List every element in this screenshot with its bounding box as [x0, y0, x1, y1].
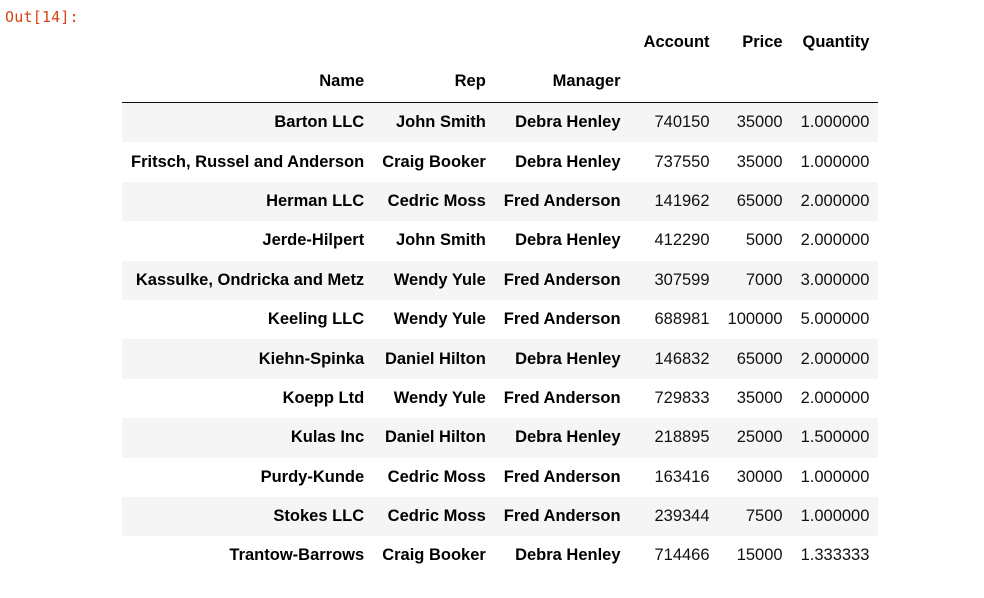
cell-quantity: 2.000000 [800, 349, 870, 368]
cell-quantity: 1.000000 [800, 507, 870, 526]
row-name: Koepp Ltd [282, 388, 365, 407]
cell-account: 729833 [654, 388, 710, 407]
index-name-manager: Manager [495, 61, 630, 103]
cell-price: 5000 [745, 231, 783, 250]
table-row [122, 379, 878, 418]
cell-price: 30000 [736, 467, 783, 486]
blank-header-cell [630, 61, 719, 103]
row-rep: Daniel Hilton [384, 428, 486, 447]
blank-header-cell [719, 61, 792, 103]
blank-header-cell [373, 23, 495, 61]
row-manager: Debra Henley [515, 546, 621, 565]
row-manager: Fred Anderson [503, 467, 621, 486]
row-name: Kulas Inc [290, 428, 365, 447]
cell-price: 35000 [736, 113, 783, 132]
row-manager: Fred Anderson [503, 310, 621, 329]
cell-account: 688981 [654, 310, 710, 329]
cell-price: 7000 [745, 270, 783, 289]
cell-account: 163416 [654, 467, 710, 486]
cell-account: 412290 [654, 231, 710, 250]
row-name: Fritsch, Russel and Anderson [131, 152, 365, 171]
blank-header-cell [495, 23, 630, 61]
column-header-price: Price [719, 23, 792, 61]
table-row [122, 261, 878, 300]
row-rep: John Smith [395, 231, 486, 250]
row-manager: Debra Henley [515, 231, 621, 250]
row-name: Stokes LLC [273, 507, 365, 526]
cell-price: 65000 [736, 349, 783, 368]
cell-price: 15000 [736, 546, 783, 565]
cell-account: 737550 [654, 152, 710, 171]
row-rep: Cedric Moss [387, 467, 486, 486]
row-rep: John Smith [395, 113, 486, 132]
cell-quantity: 5.000000 [800, 310, 870, 329]
blank-header-cell [792, 61, 879, 103]
row-name: Keeling LLC [267, 310, 365, 329]
index-name-name: Name [122, 61, 373, 103]
cell-account: 218895 [654, 428, 710, 447]
row-manager: Debra Henley [515, 152, 621, 171]
row-name: Kiehn-Spinka [258, 349, 365, 368]
table-row [122, 221, 878, 260]
cell-price: 7500 [745, 507, 783, 526]
row-name: Barton LLC [274, 113, 365, 132]
cell-account: 307599 [654, 270, 710, 289]
table-row [122, 182, 878, 221]
table-body [122, 103, 878, 576]
cell-quantity: 1.000000 [800, 152, 870, 171]
table-row [122, 458, 878, 497]
output-prompt: Out[14]: [5, 8, 79, 26]
row-rep: Wendy Yule [393, 310, 486, 329]
row-rep: Wendy Yule [393, 388, 486, 407]
index-names-row [122, 61, 878, 103]
cell-price: 65000 [736, 191, 783, 210]
cell-price: 35000 [736, 388, 783, 407]
row-rep: Cedric Moss [387, 191, 486, 210]
column-header-row [122, 23, 878, 61]
cell-quantity: 1.000000 [800, 113, 870, 132]
row-manager: Fred Anderson [503, 191, 621, 210]
cell-quantity: 3.000000 [800, 270, 870, 289]
table-row [122, 536, 878, 575]
table-row [122, 339, 878, 378]
index-name-rep: Rep [373, 61, 495, 103]
cell-quantity: 2.000000 [800, 388, 870, 407]
row-name: Herman LLC [266, 191, 365, 210]
cell-account: 141962 [654, 191, 710, 210]
cell-account: 146832 [654, 349, 710, 368]
row-rep: Craig Booker [382, 546, 486, 565]
cell-price: 25000 [736, 428, 783, 447]
cell-quantity: 1.333333 [800, 546, 870, 565]
row-rep: Wendy Yule [393, 270, 486, 289]
row-manager: Debra Henley [515, 349, 621, 368]
blank-header-cell [122, 23, 373, 61]
row-rep: Cedric Moss [387, 507, 486, 526]
row-name: Jerde-Hilpert [262, 231, 365, 250]
row-rep: Daniel Hilton [384, 349, 486, 368]
table-row [122, 418, 878, 457]
row-name: Trantow-Barrows [229, 546, 365, 565]
cell-quantity: 1.000000 [800, 467, 870, 486]
cell-price: 35000 [736, 152, 783, 171]
cell-account: 714466 [654, 546, 710, 565]
dataframe-output [122, 23, 878, 576]
dataframe-table [122, 23, 878, 576]
row-name: Purdy-Kunde [260, 467, 365, 486]
cell-account: 740150 [654, 113, 710, 132]
cell-quantity: 2.000000 [800, 231, 870, 250]
cell-price: 100000 [727, 310, 783, 329]
column-header-quantity: Quantity [792, 23, 879, 61]
table-row [122, 142, 878, 181]
column-header-account: Account [630, 23, 719, 61]
table-row [122, 103, 878, 143]
table-row [122, 300, 878, 339]
cell-quantity: 2.000000 [800, 191, 870, 210]
cell-quantity: 1.500000 [800, 428, 870, 447]
table-row [122, 497, 878, 536]
row-manager: Debra Henley [515, 428, 621, 447]
row-manager: Debra Henley [515, 113, 621, 132]
row-manager: Fred Anderson [503, 507, 621, 526]
row-rep: Craig Booker [382, 152, 486, 171]
row-manager: Fred Anderson [503, 388, 621, 407]
row-manager: Fred Anderson [503, 270, 621, 289]
table-header [122, 23, 878, 103]
row-name: Kassulke, Ondricka and Metz [135, 270, 365, 289]
cell-account: 239344 [654, 507, 710, 526]
